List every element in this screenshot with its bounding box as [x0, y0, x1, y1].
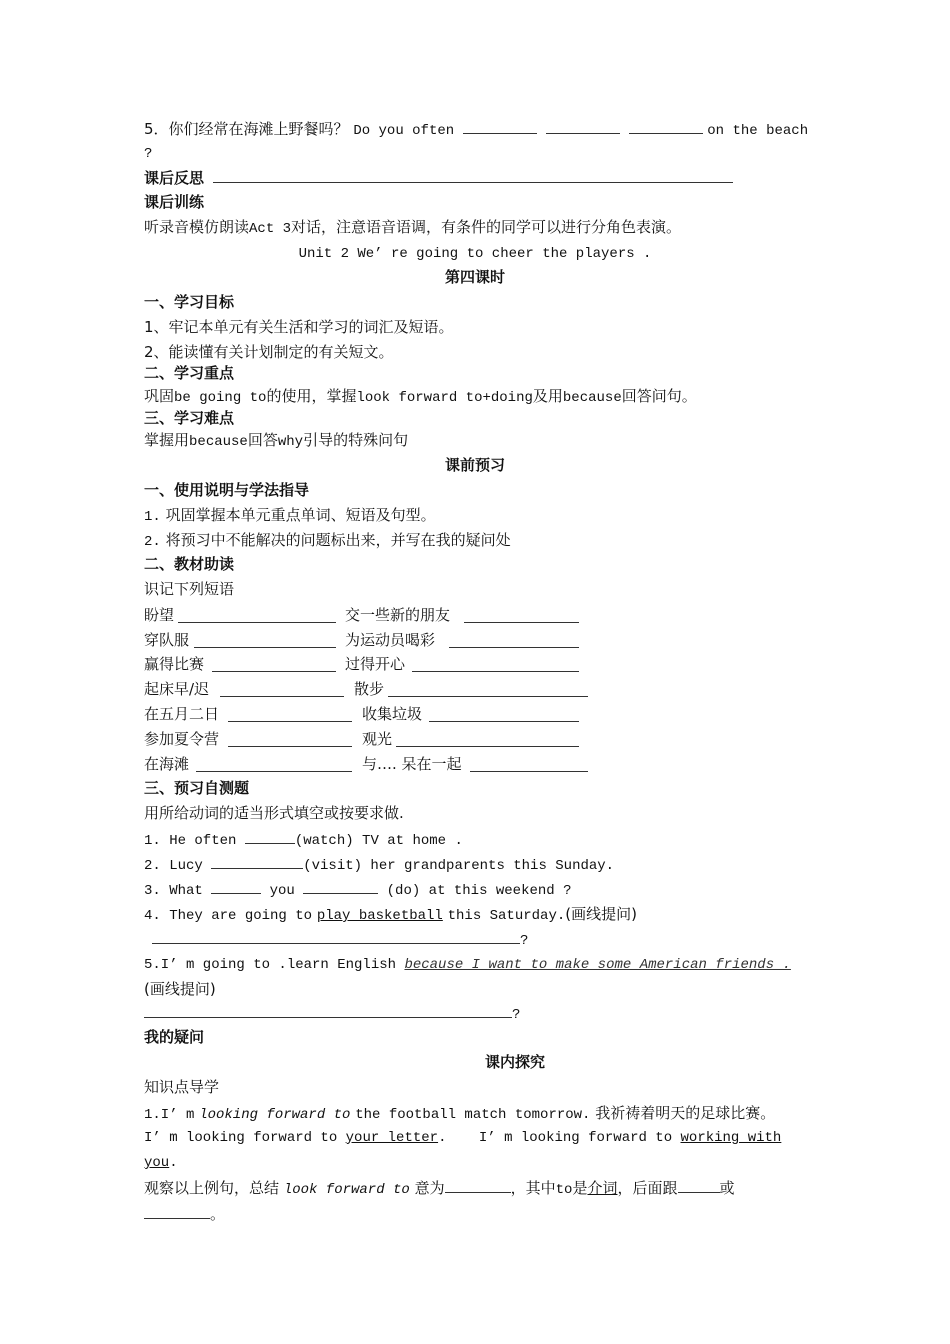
phrase-row: [144, 753, 604, 775]
phrase-row: [144, 728, 604, 750]
q3-blank-2[interactable]: [303, 879, 378, 894]
obs-5: ，后面跟: [617, 1179, 678, 1197]
questions-label: 我的疑问: [144, 1028, 205, 1046]
phrase-cn: 穿队服: [144, 631, 190, 649]
obs-4: 是: [572, 1179, 588, 1197]
knowledge-observe: [144, 1177, 735, 1201]
selftest-intro: 用所给动词的适当形式填空或按要求做.: [144, 804, 404, 822]
s1-start: 1.I’ m: [144, 1107, 195, 1123]
goals-heading: 一、学习目标: [144, 293, 235, 311]
phrase-cn: 在海滩: [144, 755, 190, 773]
q5b-qmark: ?: [512, 1007, 521, 1023]
selftest-q1: [144, 829, 463, 852]
focus-t5: 及用: [532, 387, 563, 405]
focus-t7: 回答问句。: [621, 387, 697, 405]
knowledge-s2: [144, 1127, 781, 1149]
selftest-q2: [144, 854, 614, 877]
q3-mid: you: [269, 883, 295, 899]
q5b-start: 5.I’ m going to .learn English: [144, 957, 397, 973]
phrase-blank[interactable]: [429, 707, 579, 722]
reading-intro: 识记下列短语: [144, 580, 235, 598]
reflection-label: 课后反思: [144, 169, 205, 187]
phrase-row: [144, 703, 604, 725]
guide-item-1-num: 1.: [144, 509, 161, 525]
obs-blank-3[interactable]: [144, 1204, 210, 1219]
guide-item-2-text: 将预习中不能解决的问题标出来，并写在我的疑问处: [165, 531, 511, 549]
s3-period: .: [169, 1155, 178, 1171]
explore-title: 课内探究: [485, 1053, 546, 1071]
phrase-blank[interactable]: [449, 633, 579, 648]
obs-7: 。: [210, 1205, 226, 1223]
q2-start: 2. Lucy: [144, 858, 203, 874]
s2-period: .: [438, 1130, 447, 1146]
q4-underlined: play basketball: [316, 908, 443, 924]
s1-italic: looking forward to: [199, 1107, 351, 1123]
phrase-row: [144, 653, 604, 675]
obs-3: ，其中: [510, 1179, 556, 1197]
q2-end: (visit) her grandparents this Sunday.: [303, 858, 615, 874]
difficulty-t2: because: [189, 434, 248, 450]
obs-blank-2[interactable]: [678, 1178, 720, 1193]
q5-blank-1[interactable]: [463, 119, 537, 134]
s2-second: I’ m looking forward to: [478, 1130, 673, 1146]
phrase-row: [144, 678, 604, 700]
phrase-blank[interactable]: [412, 657, 579, 672]
phrase-cn: 过得开心: [345, 655, 406, 673]
q5b-answer-blank[interactable]: [144, 1003, 512, 1018]
q4-instruction: (画线提问): [565, 905, 637, 923]
phrase-blank[interactable]: [228, 732, 352, 747]
phrase-blank[interactable]: [388, 682, 588, 697]
focus-t6: because: [562, 390, 622, 406]
knowledge-intro: 知识点导学: [144, 1078, 220, 1096]
guide-item-1-text: 巩固掌握本单元重点单词、短语及句型。: [165, 506, 436, 524]
q1-blank[interactable]: [245, 829, 295, 844]
phrase-blank[interactable]: [396, 732, 579, 747]
difficulty-heading: 三、学习难点: [144, 409, 235, 427]
q3-blank-1[interactable]: [211, 879, 261, 894]
difficulty-t5: 引导的特殊问句: [303, 431, 409, 449]
focus-t4: look forward to+doing: [356, 390, 533, 406]
obs-italic: look forward to: [283, 1182, 410, 1198]
unit-title: Unit 2 We’ re going to cheer the players .: [298, 246, 652, 262]
phrase-cn: 盼望: [144, 606, 175, 624]
reflection-line: [144, 167, 733, 189]
obs-6: 或: [719, 1179, 735, 1197]
phrase-blank[interactable]: [196, 757, 352, 772]
difficulty-t4: why: [277, 434, 304, 450]
selftest-q3: [144, 879, 572, 902]
phrase-cn: 交一些新的朋友: [345, 606, 451, 624]
phrase-cn: 观光: [362, 730, 393, 748]
training-text-2: 对话，注意语音语调，有条件的同学可以进行分角色表演。: [291, 218, 682, 236]
phrase-cn: 为运动员喝彩: [345, 631, 436, 649]
reflection-blank[interactable]: [213, 168, 733, 183]
guide-item-1: [144, 504, 436, 528]
guide-heading: 一、使用说明与学法指导: [144, 481, 310, 499]
q4-answer-line: [152, 929, 528, 952]
q5-qmark: ?: [144, 146, 153, 162]
phrase-cn: 与…. 呆在一起: [362, 755, 462, 773]
goals-item-1: 1、牢记本单元有关生活和学习的词汇及短语。: [144, 318, 454, 336]
guide-item-2: [144, 529, 511, 553]
obs-1: 观察以上例句，总结: [144, 1179, 280, 1197]
focus-text: [144, 385, 697, 409]
q5-english-start: Do you often: [353, 123, 455, 139]
obs-blank-1[interactable]: [445, 1178, 511, 1193]
training-text-1: 听录音模仿朗读: [144, 218, 250, 236]
phrase-cn: 赢得比赛: [144, 655, 205, 673]
phrase-cn: 参加夏令营: [144, 730, 220, 748]
training-label: 课后训练: [144, 193, 205, 211]
obs-underlined: 介词: [587, 1179, 618, 1197]
preview-title: 课前预习: [444, 456, 505, 474]
difficulty-t3: 回答: [247, 431, 278, 449]
s2-underlined-2: working with: [680, 1130, 782, 1146]
obs-2: 意为: [414, 1179, 445, 1197]
q1-end: (watch) TV at home .: [294, 833, 463, 849]
phrase-cn: 散步: [354, 680, 385, 698]
q4-answer-blank[interactable]: [152, 929, 520, 944]
reading-heading: 二、教材助读: [144, 555, 235, 573]
s2-underlined: your letter: [345, 1130, 439, 1146]
phrase-row: [144, 629, 604, 651]
q2-blank[interactable]: [211, 854, 303, 869]
s1-end: the football match tomorrow.: [355, 1107, 591, 1123]
difficulty-t1: 掌握用: [144, 431, 190, 449]
q5-blank-3[interactable]: [629, 119, 703, 134]
q5b-answer-line: [144, 1003, 520, 1026]
phrase-blank[interactable]: [220, 682, 344, 697]
q5b-instruction: (画线提问): [144, 980, 216, 998]
training-text: [144, 216, 681, 240]
q3-end: (do) at this weekend ?: [386, 883, 572, 899]
obs-to: to: [555, 1182, 573, 1198]
q4-qmark: ?: [520, 933, 529, 949]
phrase-cn: 起床早/迟: [144, 680, 210, 698]
phrase-blank[interactable]: [228, 707, 352, 722]
focus-t2: be going to: [174, 390, 267, 406]
phrase-blank[interactable]: [212, 657, 336, 672]
focus-heading: 二、学习重点: [144, 364, 235, 382]
q5-english-end: on the beach: [707, 123, 809, 139]
focus-t3: 的使用，掌握: [266, 387, 357, 405]
q1-start: 1. He often: [144, 833, 237, 849]
q5-chinese: 5．你们经常在海滩上野餐吗？: [144, 120, 349, 138]
knowledge-s3: [144, 1152, 178, 1174]
q5b-underlined: because I want to make some American friends .: [404, 957, 791, 973]
lesson-title: 第四课时: [444, 268, 505, 286]
knowledge-observe-2: [144, 1203, 225, 1225]
selftest-q5: [144, 954, 791, 976]
q4-start: 4. They are going to: [144, 908, 313, 924]
phrase-blank[interactable]: [194, 633, 336, 648]
s2-start: I’ m looking forward to: [144, 1130, 338, 1146]
phrase-blank[interactable]: [464, 608, 579, 623]
s3-underlined: you: [144, 1155, 170, 1171]
focus-t1: 巩固: [144, 387, 175, 405]
q3-start: 3. What: [144, 883, 203, 899]
selftest-q4: [144, 903, 637, 927]
training-act: Act 3: [249, 221, 292, 237]
phrase-blank[interactable]: [470, 757, 588, 772]
knowledge-s1: [144, 1102, 775, 1126]
phrase-row: [144, 604, 604, 626]
q5-line: [144, 118, 808, 142]
goals-item-2: 2、能读懂有关计划制定的有关短文。: [144, 343, 394, 361]
phrase-blank[interactable]: [178, 608, 336, 623]
selftest-heading: 三、预习自测题: [144, 779, 250, 797]
q4-end: this Saturday.: [447, 908, 566, 924]
guide-item-2-num: 2.: [144, 534, 161, 550]
s1-chinese: 我祈祷着明天的足球比赛。: [595, 1104, 776, 1122]
difficulty-text: [144, 429, 408, 453]
phrase-cn: 在五月二日: [144, 705, 220, 723]
q5-blank-2[interactable]: [546, 119, 620, 134]
phrase-cn: 收集垃圾: [362, 705, 423, 723]
